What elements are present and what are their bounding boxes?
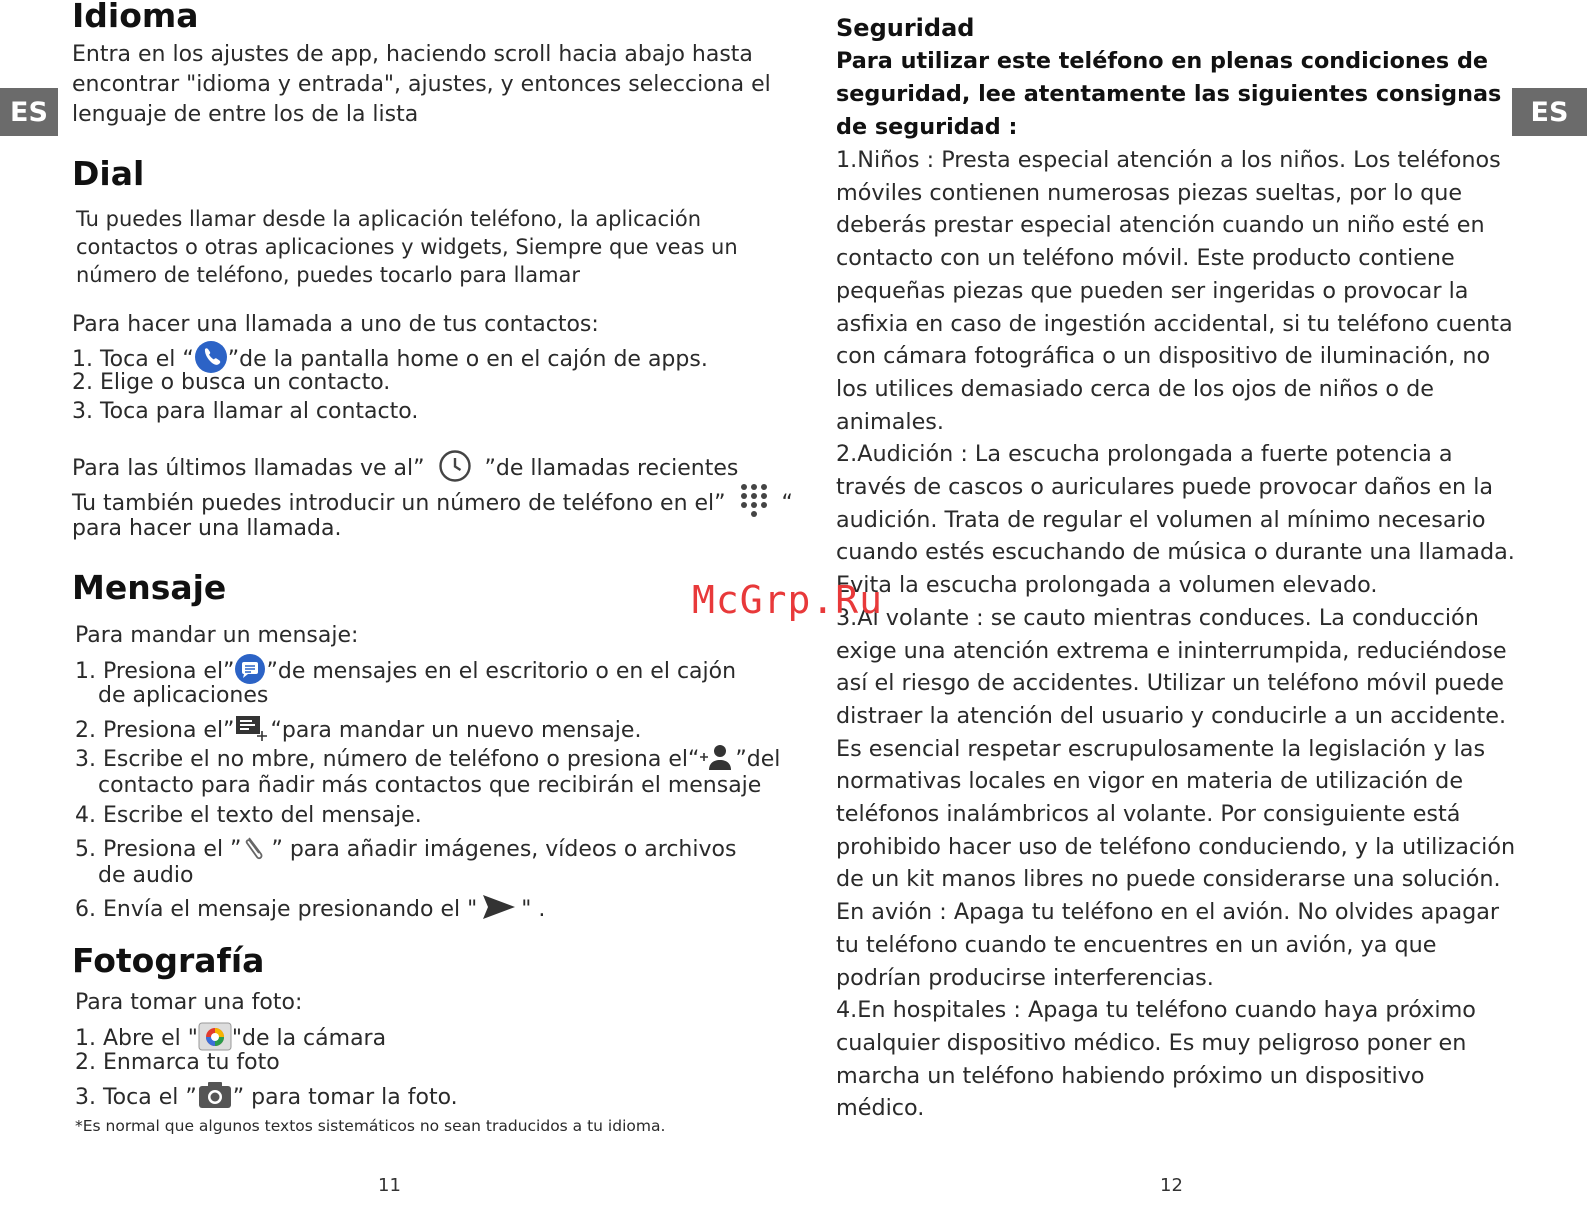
language-tab-left: ES <box>0 88 58 136</box>
language-tab-right: ES <box>1512 88 1587 136</box>
add-contact-icon <box>699 743 735 777</box>
mensaje-step-1-text: 1. Presiona el” <box>75 659 235 684</box>
mensaje-step-3 <box>75 743 780 777</box>
foto-step-3 <box>75 1080 458 1116</box>
dial-line: Tu puedes llamar desde la aplicación teléfono, la aplicación <box>76 207 702 231</box>
mensaje-step-5-text: ” para añadir imágenes, vídeos o archivos <box>271 837 737 862</box>
dial-dialpad-text: Tu también puedes introducir un número de teléfono en el” <box>72 491 726 516</box>
mensaje-step-6 <box>75 893 545 927</box>
foto-step-3-text: 3. Toca el ” <box>75 1085 197 1110</box>
page-number-left: 11 <box>378 1175 401 1196</box>
mensaje-step-2-text: 2. Presiona el” <box>75 718 235 743</box>
mensaje-step-4: 4. Escribe el texto del mensaje. <box>75 803 422 828</box>
dial-line: contactos o otras aplicaciones y widgets, Siempre que veas un <box>76 235 738 259</box>
dial-step-1-text: 1. Toca el “ <box>72 347 194 372</box>
dial-dialpad-end: para hacer una llamada. <box>72 516 342 541</box>
foto-step-3-text: ” para tomar la foto. <box>232 1085 458 1110</box>
foto-step-1-text: "de la cámara <box>231 1026 387 1051</box>
foto-intro: Para tomar una foto: <box>75 990 303 1015</box>
page-number-right: 12 <box>1160 1175 1183 1196</box>
mensaje-step-3-cont: contacto para ñadir más contactos que recibirán el mensaje <box>98 773 762 798</box>
translation-note: *Es normal que algunos textos sistemáticos no sean traducidos a tu idioma. <box>75 1117 666 1135</box>
section-title-fotografia: Fotografía <box>72 941 265 980</box>
watermark: McGrp.Ru <box>692 578 884 622</box>
dial-recent-text: ”de llamadas recientes <box>484 456 739 481</box>
mensaje-step-3-text: 3. Escribe el no mbre, número de teléfono o presiona el“ <box>75 747 700 772</box>
section-title-dial: Dial <box>72 154 145 193</box>
dial-step-3: 3. Toca para llamar al contacto. <box>72 399 419 424</box>
paperclip-icon <box>241 833 271 867</box>
idioma-line: lenguaje de entre los de la lista <box>72 102 419 127</box>
section-title-seguridad: Seguridad <box>836 14 975 42</box>
dial-intro: Para hacer una llamada a uno de tus contactos: <box>72 312 599 337</box>
dial-step-1-text: ”de la pantalla home o en el cajón de apps. <box>227 347 708 372</box>
foto-step-1-text: 1. Abre el " <box>75 1026 198 1051</box>
mensaje-step-2-text: “para mandar un nuevo mensaje. <box>270 718 642 743</box>
dial-line: número de teléfono, puedes tocarlo para llamar <box>76 263 581 287</box>
seguridad-paragraph-audicion: 2.Audición : La escucha prolongada a fuerte potencia a través de cascos o auriculares puede provocar daños en la audición. Trata de regular el volumen al mínimo necesario cuando estés escuchando de música o durante una llamada. Evita la escucha prolongada a volumen elevado. <box>836 441 1515 599</box>
dialpad-icon <box>739 482 769 526</box>
mensaje-step-5 <box>75 833 736 867</box>
send-icon <box>481 893 517 927</box>
seguridad-paragraph-hospitales: 4.En hospitales : Apaga tu teléfono cuando haya próximo cualquier dispositivo médico. Es muy peligroso poner en marcha un teléfono habiendo próximo un dispositivo médico. <box>836 997 1476 1122</box>
dial-recent-text: Para las últimos llamadas ve al” <box>72 456 425 481</box>
idioma-line: Entra en los ajustes de app, haciendo scroll hacia abajo hasta <box>72 42 753 67</box>
right-page <box>836 12 1516 1125</box>
mensaje-intro: Para mandar un mensaje: <box>75 623 359 648</box>
idioma-line: encontrar "idioma y entrada", ajustes, y entonces selecciona el <box>72 72 771 97</box>
mensaje-step-6-text: " . <box>521 897 546 922</box>
mensaje-step-1-cont: de aplicaciones <box>98 683 269 708</box>
mensaje-step-5-cont: de audio <box>98 863 194 888</box>
mensaje-step-5-text: 5. Presiona el ” <box>75 837 242 862</box>
mensaje-step-6-text: 6. Envía el mensaje presionando el " <box>75 897 478 922</box>
foto-step-2: 2. Enmarca tu foto <box>75 1050 280 1075</box>
section-title-idioma: Idioma <box>72 0 199 35</box>
dial-dialpad-text: “ <box>781 491 793 516</box>
section-title-mensaje: Mensaje <box>72 568 227 607</box>
seguridad-paragraph-ninos: 1.Niños : Presta especial atención a los niños. Los teléfonos móviles contienen numerosas piezas sueltas, por lo que deberás prestar especial atención cuando un niño esté en contacto con un teléfono móvil. Este producto contiene pequeñas piezas que pueden ser ingeridas o provocar la asfixia en caso de ingestión accidental, si tu teléfono cuenta con cámara fotográfica o un dispositivo de iluminación, no los utilices demasiado cerca de los ojos de niños o de animales. <box>836 147 1513 435</box>
mensaje-step-3-text: ”del <box>735 747 781 772</box>
mensaje-step-1-text: ”de mensajes en el escritorio o en el cajón <box>266 659 737 684</box>
dial-step-2: 2. Elige o busca un contacto. <box>72 370 391 395</box>
seguridad-paragraph-volante: 3.Al volante : se cauto mientras conduces. La conducción exige una atención extrema e ininterrumpida, reduciéndose así el riesgo de accidentes. Utilizar un teléfono móvil puede distraer la atención del usuario y conducirle a un accidente. Es esencial respetar escrupulosamente la legislación y las normativas locales en vigor en materia de utilización de teléfonos inalámbricos al volante. Por consiguiente está prohibido hacer uso de teléfono conduciendo, y la utilización de un kit manos libres no puede considerarse una solución. En avión : Apaga tu teléfono en el avión. No olvides apagar tu teléfono cuando te encuentres en un avión, ya que podrían producirse interferencias. <box>836 604 1516 991</box>
camera-icon <box>197 1080 233 1116</box>
seguridad-intro: Para utilizar este teléfono en plenas condiciones de seguridad, lee atentamente las siguientes consignas de seguridad : <box>836 48 1502 140</box>
